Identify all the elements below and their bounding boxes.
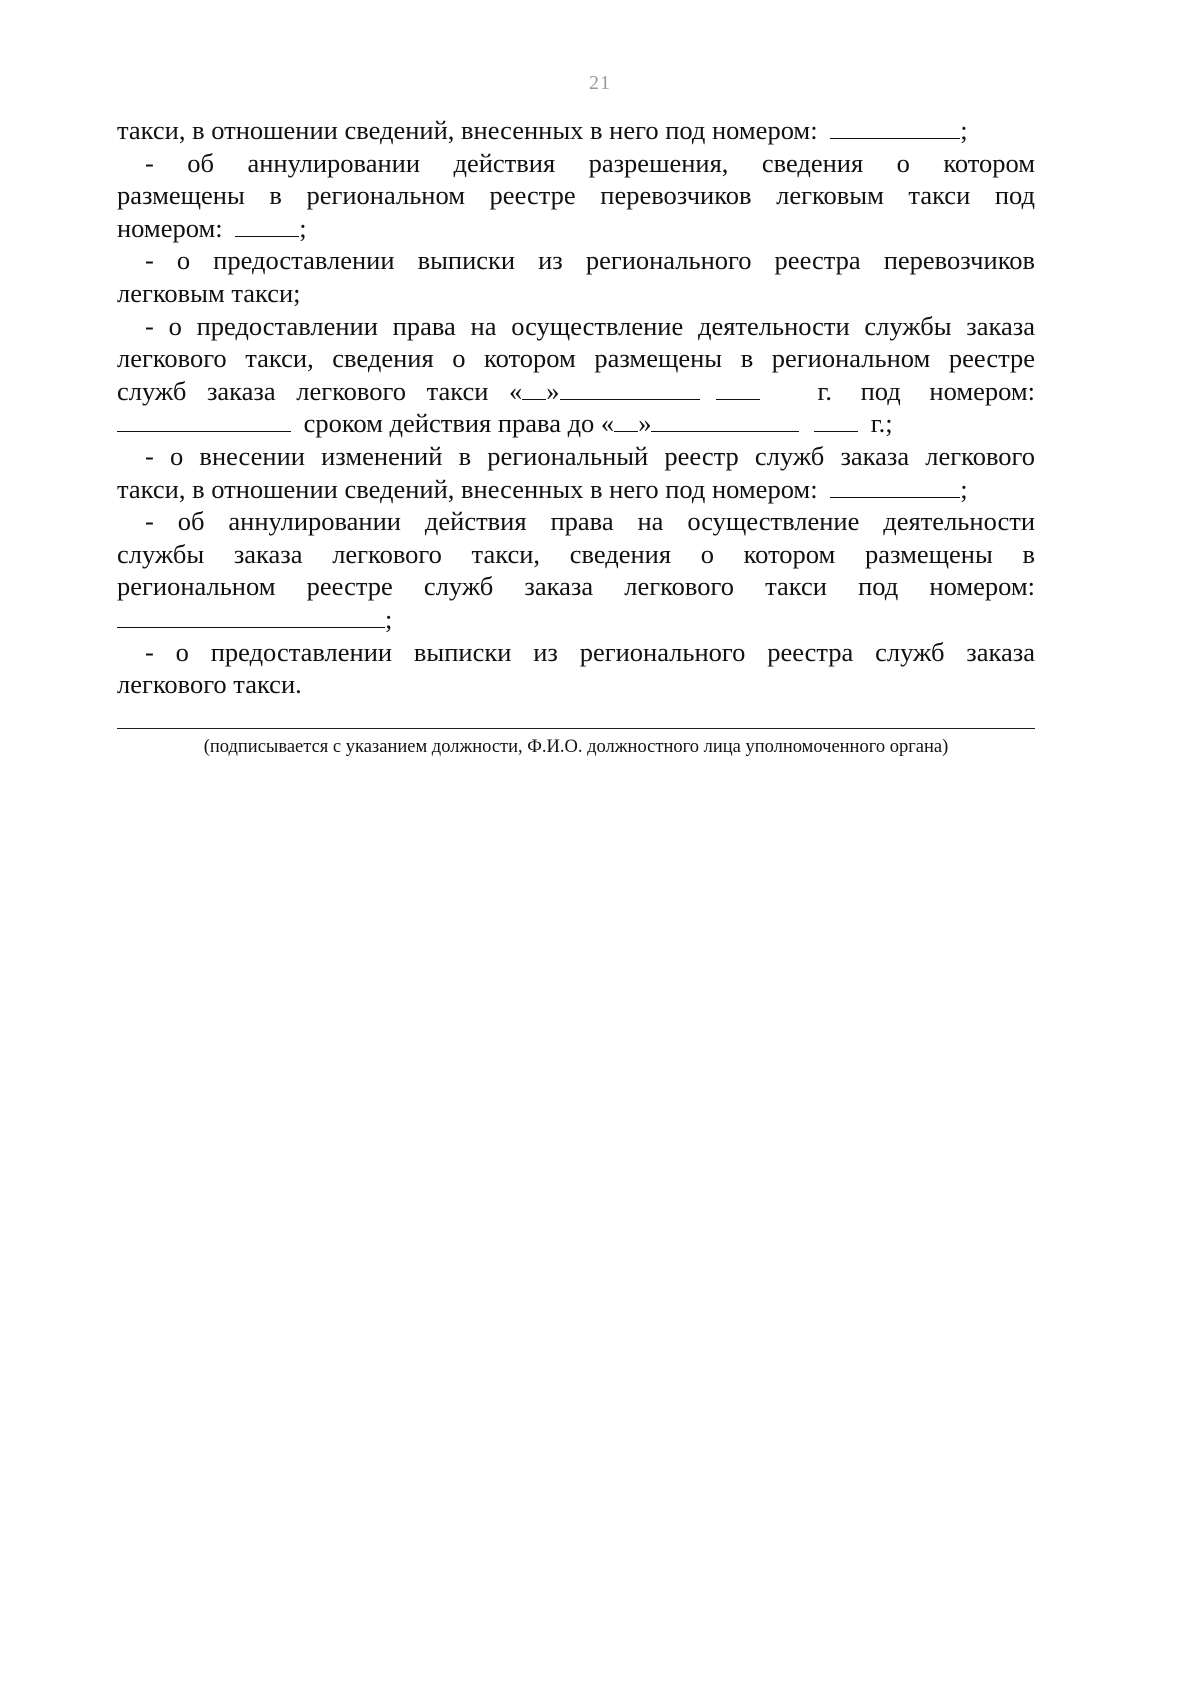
fill-in-blank [117, 409, 291, 432]
text-line: - о предоставлении выписки из регионального реестра служб заказа [145, 636, 1035, 667]
text-line: - о внесении изменений в региональный реестр служб заказа легкового [145, 440, 1035, 471]
text-line: легковым такси; [117, 277, 301, 308]
text-line [117, 473, 1035, 506]
text-fragment: ; [385, 603, 393, 634]
text-fragment: » [546, 375, 560, 406]
text-line: - об аннулировании действия права на осуществление деятельности [145, 506, 1035, 537]
fill-in-blank [117, 605, 385, 628]
text-fragment: номером: [117, 212, 223, 243]
text-line: - об аннулировании действия разрешения, сведения о котором [145, 147, 1035, 178]
text-line [117, 603, 1035, 636]
text-fragment: » [638, 408, 652, 439]
fill-in-blank [560, 377, 700, 400]
text-line: службы заказа легкового такси, сведения о котором размещены в [117, 538, 1035, 569]
text-line [117, 114, 1035, 147]
document-body [117, 114, 1035, 701]
text-fragment: г.; [870, 408, 893, 439]
signature-caption: (подписывается с указанием должности, Ф.И.О. должностного лица уполномоченного органа) [203, 737, 949, 757]
text-line: легкового такси. [117, 669, 302, 700]
text-fragment: такси, в отношении сведений, внесенных в него под номером: [117, 115, 818, 145]
text-fragment: г. под номером: [817, 375, 1035, 406]
text-line [117, 407, 1035, 440]
text-line: - о предоставлении выписки из регионального реестра перевозчиков [145, 245, 1035, 276]
fill-in-blank [235, 214, 299, 237]
text-fragment: сроком действия права до « [303, 408, 615, 439]
text-fragment: служб заказа легкового такси « [117, 375, 523, 406]
fill-in-blank [814, 409, 858, 432]
fill-in-blank [522, 377, 546, 400]
fill-in-blank [716, 377, 760, 400]
text-line [117, 212, 1035, 245]
text-line: легкового такси, сведения о котором размещены в региональном реестре [117, 343, 1035, 374]
text-fragment: ; [960, 115, 968, 145]
fill-in-blank [830, 475, 960, 498]
text-fragment: ; [960, 473, 968, 504]
fill-in-blank [614, 409, 638, 432]
fill-in-blank [651, 409, 799, 432]
text-fragment: такси, в отношении сведений, внесенных в него под номером: [117, 473, 818, 504]
fill-in-blank [830, 116, 960, 139]
text-line: размещены в региональном реестре перевозчиков легковым такси под [117, 180, 1035, 211]
text-line: региональном реестре служб заказа легкового такси под номером: [117, 571, 1035, 602]
text-fragment: ; [299, 212, 307, 243]
text-line: - о предоставлении права на осуществление деятельности службы заказа [145, 310, 1035, 341]
signature-line [117, 728, 1035, 729]
text-line [117, 375, 1035, 408]
page-number: 21 [589, 72, 611, 94]
